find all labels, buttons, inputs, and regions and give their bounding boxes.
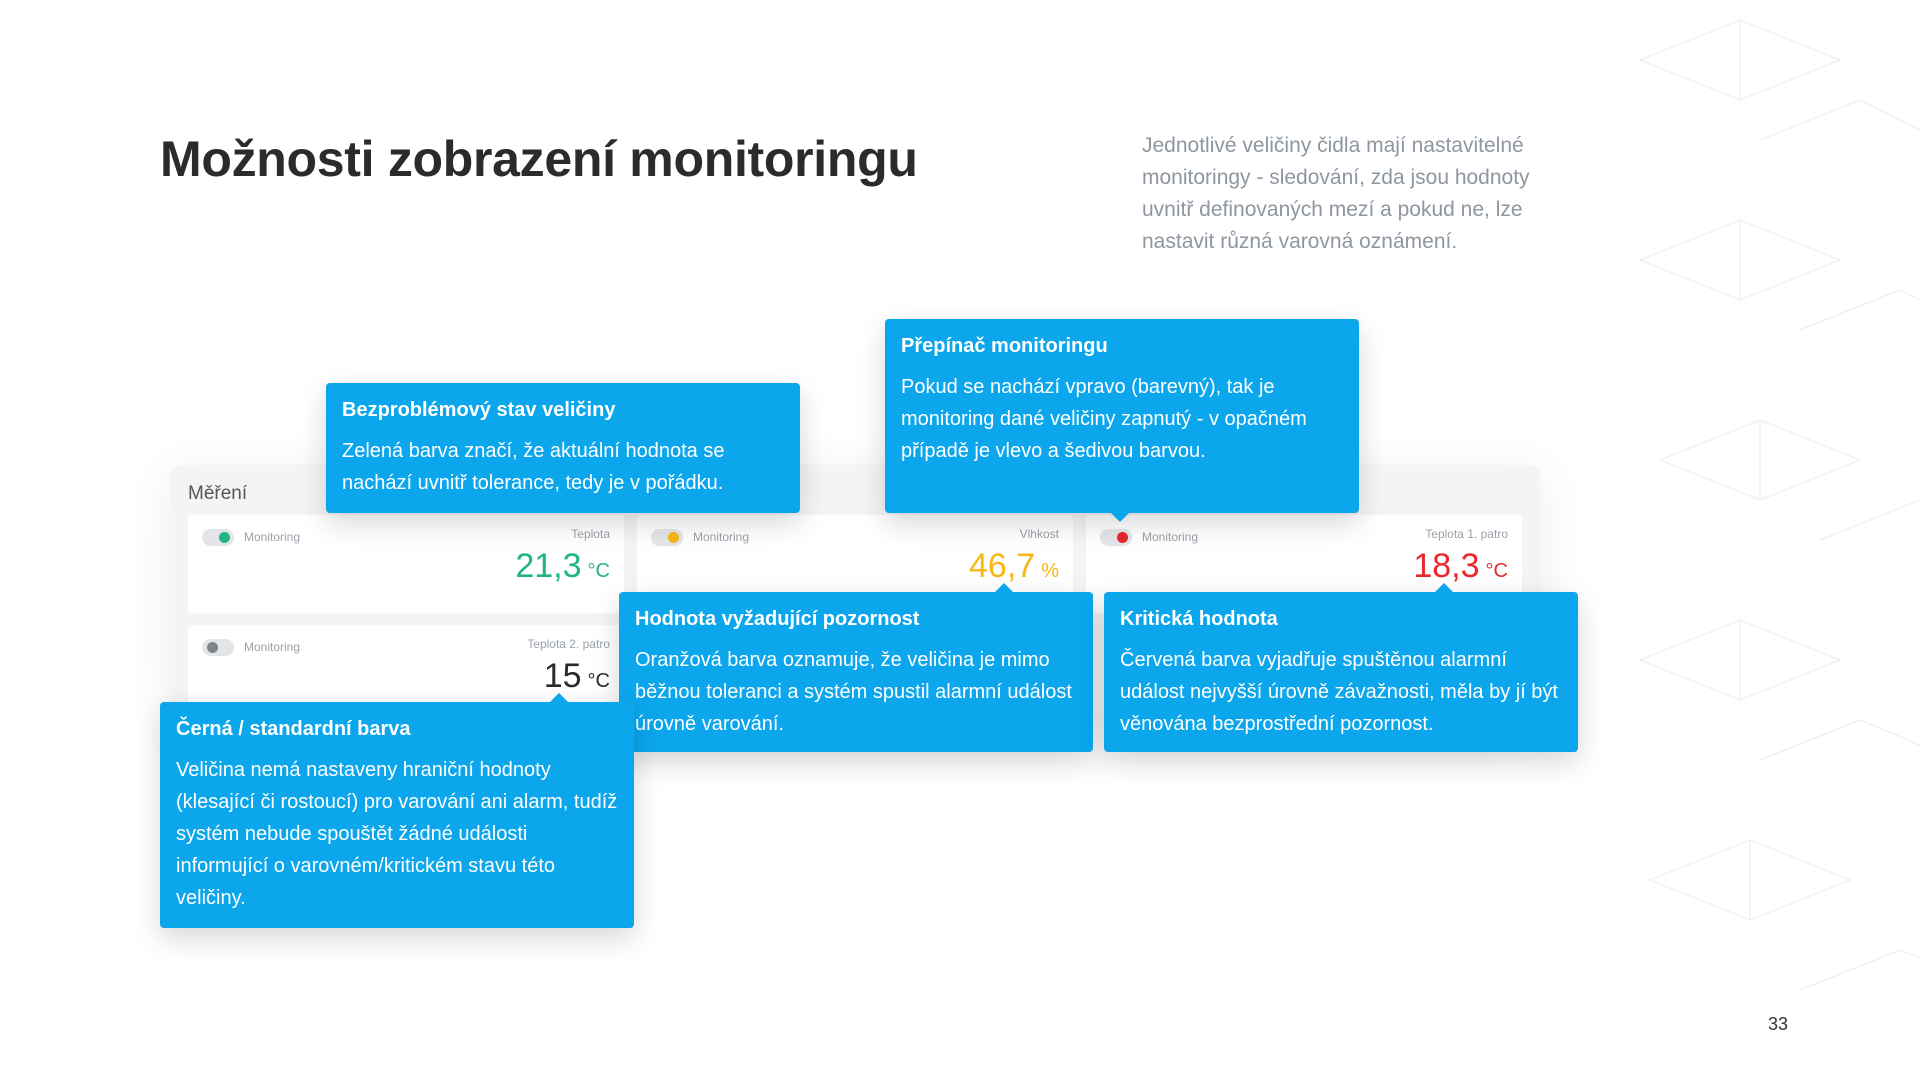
- callout-critical: [1104, 592, 1578, 752]
- callout-title: Černá / standardní barva: [176, 718, 411, 740]
- panel-title: Měření: [188, 483, 248, 504]
- callout-pointer-icon: [550, 693, 568, 702]
- reading-unit: °C: [1485, 560, 1508, 582]
- monitoring-label: Monitoring: [693, 530, 750, 544]
- callout-text: Oranžová barva oznamuje, že veličina je mimo běžnou toleranci a systém spustil alarmní událost úrovně varování.: [635, 649, 1072, 735]
- callout-title: Kritická hodnota: [1120, 608, 1278, 630]
- quantity-name: Teplota 2. patro: [527, 637, 610, 651]
- reading-value: 18,3: [1413, 547, 1480, 585]
- callout-monitoring-toggle: [885, 319, 1359, 513]
- monitoring-label: Monitoring: [244, 640, 301, 654]
- slide-title: Možnosti zobrazení monitoringu: [160, 131, 918, 187]
- monitoring-toggle[interactable]: [1100, 529, 1132, 546]
- reading-value: 15: [543, 657, 582, 695]
- callout-pointer-icon: [1111, 513, 1129, 522]
- monitoring-label: Monitoring: [244, 530, 301, 544]
- slide-intro: Jednotlivé veličiny čidla mají nastavitelné monitoringy - sledování, zda jsou hodnoty uvnitř definovaných mezí a pokud ne, lze nastavit různá varovná oznámení.: [1142, 134, 1530, 253]
- callout-title: Hodnota vyžadující pozornost: [635, 608, 920, 630]
- callout-pointer-icon: [1435, 583, 1453, 592]
- callout-text: Veličina nemá nastaveny hraniční hodnoty (klesající či rostoucí) pro varování ani alarm, tudíž systém nebude spouštět žádné události informující o varovném/kritickém stavu této veličiny.: [176, 759, 618, 909]
- toggle-knob-icon: [1117, 532, 1128, 543]
- toggle-knob-icon: [219, 532, 230, 543]
- reading: [969, 545, 1059, 592]
- callout-warning: [619, 592, 1093, 752]
- quantity-name: Teplota: [571, 527, 610, 541]
- monitoring-label: Monitoring: [1142, 530, 1199, 544]
- callout-pointer-icon: [995, 583, 1013, 592]
- reading-unit: %: [1041, 560, 1059, 582]
- monitoring-toggle[interactable]: [202, 529, 234, 546]
- page-number: 33: [1768, 1014, 1789, 1034]
- reading: [1413, 545, 1508, 592]
- measurement-card-temperature[interactable]: [188, 515, 624, 613]
- toggle-knob-icon: [207, 642, 218, 653]
- quantity-name: Vlhkost: [1019, 527, 1059, 541]
- callout-title: Bezproblémový stav veličiny: [342, 399, 616, 421]
- toggle-knob-icon: [668, 532, 679, 543]
- callout-text: Zelená barva značí, že aktuální hodnota se nachází uvnitř tolerance, tedy je v pořádku.: [342, 440, 725, 494]
- reading-unit: °C: [587, 670, 610, 692]
- reading-value: 21,3: [515, 547, 582, 585]
- monitoring-toggle[interactable]: [651, 529, 683, 546]
- background-pattern: [1620, 0, 1920, 1080]
- quantity-name: Teplota 1. patro: [1425, 527, 1508, 541]
- reading-value: 46,7: [969, 547, 1036, 585]
- monitoring-toggle[interactable]: [202, 639, 234, 656]
- reading-unit: °C: [587, 560, 610, 582]
- callout-standard-color: [160, 702, 634, 928]
- callout-title: Přepínač monitoringu: [901, 335, 1108, 357]
- callout-text: Červená barva vyjadřuje spuštěnou alarmní událost nejvyšší úrovně závažnosti, měla by jí být věnována bezprostřední pozornost.: [1120, 649, 1558, 735]
- callout-text: Pokud se nachází vpravo (barevný), tak je monitoring dané veličiny zapnutý - v opačném případě je vlevo a šedivou barvou.: [901, 376, 1307, 462]
- reading: [515, 545, 610, 592]
- callout-ok-state: [326, 383, 800, 513]
